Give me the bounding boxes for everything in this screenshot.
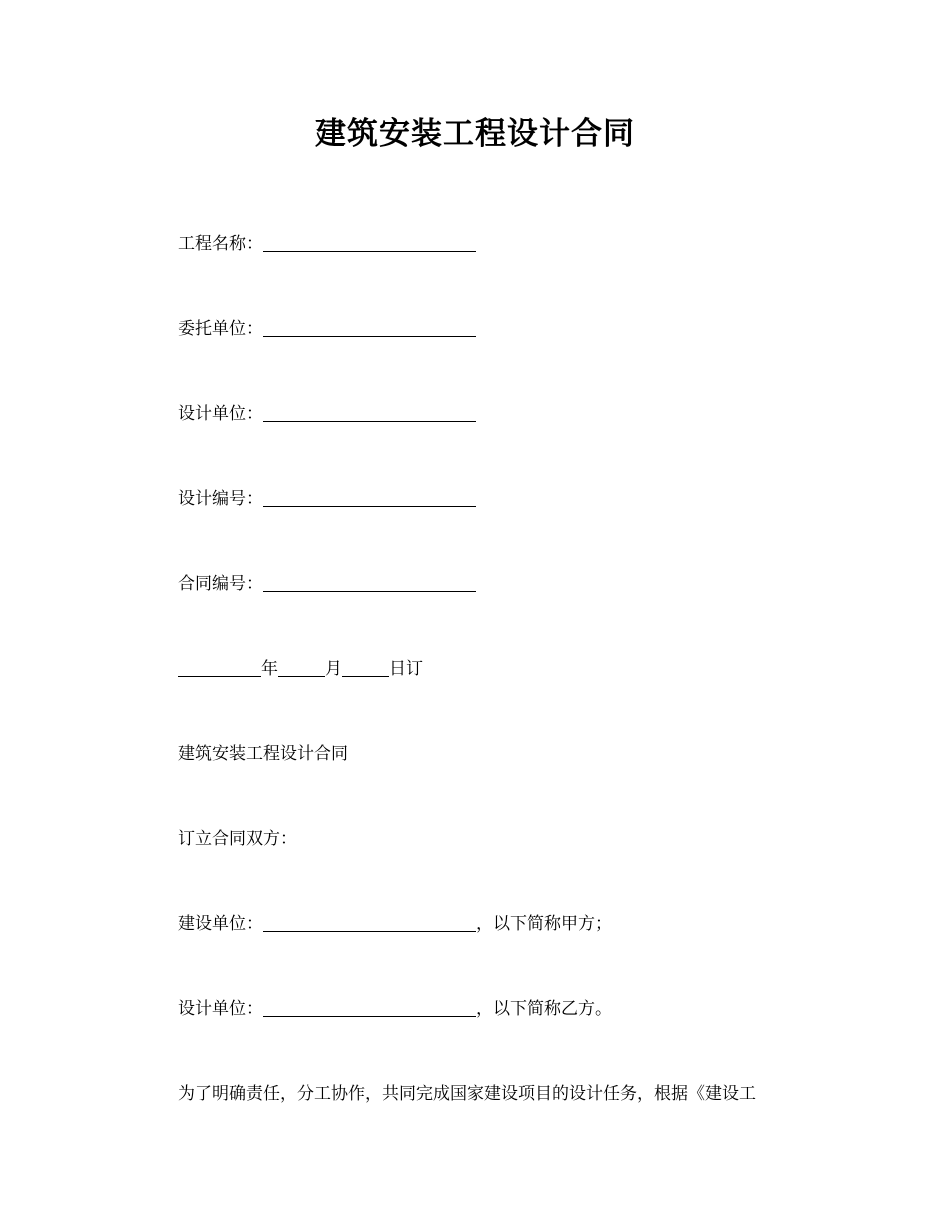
- month-blank: [278, 658, 325, 677]
- party-a-line: [178, 912, 612, 936]
- fill-in-blank: [263, 998, 476, 1017]
- field-design-number: [178, 487, 476, 511]
- document-title: 建筑安装工程设计合同: [315, 116, 635, 152]
- party-b-suffix: ，以下简称乙方。: [476, 999, 612, 1019]
- party-a-label: 建设单位：: [178, 914, 263, 934]
- fill-in-blank: [263, 913, 476, 932]
- party-b-line: [178, 997, 612, 1021]
- field-design-unit: [178, 402, 476, 426]
- fill-in-blank: [263, 318, 476, 337]
- fill-in-blank: [263, 488, 476, 507]
- field-label: 合同编号：: [178, 574, 263, 594]
- day-blank: [342, 658, 389, 677]
- year-label: 年: [261, 659, 278, 679]
- contract-subtitle: 建筑安装工程设计合同: [178, 744, 348, 764]
- field-label: 设计编号：: [178, 489, 263, 509]
- year-blank: [178, 658, 261, 677]
- month-label: 月: [325, 659, 342, 679]
- field-contract-number: [178, 572, 476, 596]
- field-project-name: [178, 232, 476, 256]
- day-label: 日订: [389, 659, 423, 679]
- field-commissioning-unit: [178, 317, 476, 341]
- parties-heading: 订立合同双方：: [178, 829, 297, 849]
- fill-in-blank: [263, 403, 476, 422]
- body-paragraph: 为了明确责任，分工协作，共同完成国家建设项目的设计任务，根据《建设工: [178, 1084, 756, 1104]
- date-line: [178, 657, 423, 681]
- party-a-suffix: ，以下简称甲方；: [476, 914, 612, 934]
- fill-in-blank: [263, 233, 476, 252]
- field-label: 工程名称：: [178, 234, 263, 254]
- field-label: 委托单位：: [178, 319, 263, 339]
- party-b-label: 设计单位：: [178, 999, 263, 1019]
- fill-in-blank: [263, 573, 476, 592]
- field-label: 设计单位：: [178, 404, 263, 424]
